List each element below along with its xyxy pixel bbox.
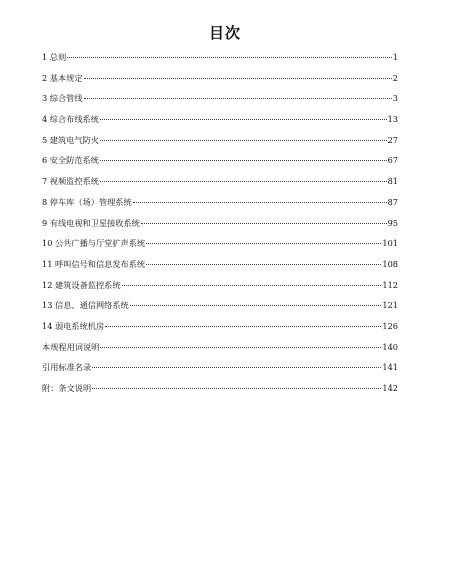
toc-dot-leader — [92, 367, 381, 368]
toc-dot-leader — [105, 326, 381, 327]
toc-entry-label: 6 安全防范系统 — [42, 155, 99, 166]
toc-entry-label: 2 基本规定 — [42, 72, 83, 83]
toc-dot-leader — [92, 388, 381, 389]
toc-entry-label: 8 停车库（场）管理系统 — [42, 196, 132, 207]
toc-entry-page-number: 87 — [387, 196, 398, 207]
toc-dot-leader — [100, 160, 387, 161]
toc-entry-page-number: 95 — [387, 217, 398, 228]
toc-dot-leader — [146, 264, 381, 265]
toc-dot-leader — [84, 78, 392, 79]
toc-entry-page-number: 81 — [387, 176, 398, 187]
toc-entry-label: 4 综合布线系统 — [42, 114, 99, 125]
toc-entry[interactable] — [42, 382, 398, 403]
toc-dot-leader — [122, 285, 382, 286]
toc-entry-page-number: 101 — [382, 238, 398, 249]
toc-entry-label: 13 信息、通信网络系统 — [42, 300, 129, 311]
toc-dot-leader — [146, 243, 381, 244]
toc-entry-page-number: 141 — [382, 362, 398, 373]
toc-dot-leader — [100, 140, 387, 141]
toc-entry-label: 5 建筑电气防火 — [42, 134, 99, 145]
toc-entry-label: 1 总则 — [42, 52, 67, 62]
toc-entry[interactable] — [42, 134, 398, 155]
toc-entry-page-number: 108 — [382, 258, 398, 269]
toc-entry-page-number: 140 — [382, 341, 398, 352]
toc-entry[interactable] — [42, 196, 398, 217]
toc-dot-leader — [100, 181, 387, 182]
toc-entry-label: 9 有线电视和卫星接收系统 — [42, 217, 140, 228]
toc-entry[interactable] — [42, 217, 398, 238]
toc-entry-label: 引用标准名录 — [42, 362, 92, 373]
toc-entry[interactable] — [42, 279, 398, 300]
toc-entry[interactable] — [42, 51, 398, 72]
toc-entry-page-number: 1 — [392, 52, 398, 62]
toc-dot-leader — [67, 57, 392, 58]
toc-dot-leader — [133, 202, 387, 203]
toc-dot-leader — [84, 98, 392, 99]
toc-entry[interactable] — [42, 258, 398, 279]
table-of-contents — [42, 51, 398, 403]
toc-dot-leader — [100, 347, 381, 348]
toc-entry-label: 11 呼叫信号和信息发布系统 — [42, 258, 146, 269]
toc-entry-label: 附：条文说明 — [42, 383, 92, 393]
toc-entry-label: 3 综合管线 — [42, 93, 83, 104]
toc-entry-label: 12 建筑设备监控系统 — [42, 279, 121, 290]
toc-entry[interactable] — [42, 175, 398, 196]
toc-entry[interactable] — [42, 154, 398, 175]
toc-dot-leader — [141, 223, 387, 224]
toc-entry-page-number: 27 — [387, 134, 398, 145]
toc-entry-label: 本规程用词说明 — [42, 341, 100, 352]
toc-entry[interactable] — [42, 92, 398, 113]
toc-entry[interactable] — [42, 341, 398, 362]
toc-entry[interactable] — [42, 237, 398, 258]
toc-entry[interactable] — [42, 320, 398, 341]
toc-entry[interactable] — [42, 72, 398, 93]
toc-entry-page-number: 3 — [392, 93, 398, 104]
toc-entry[interactable] — [42, 113, 398, 134]
toc-title: 目次 — [208, 24, 241, 42]
toc-entry-label: 14 弱电系统机房 — [42, 320, 105, 331]
toc-dot-leader — [100, 119, 387, 120]
toc-entry-label: 7 视频监控系统 — [42, 176, 99, 187]
toc-entry[interactable] — [42, 361, 398, 382]
toc-entry-label: 10 公共广播与厅堂扩声系统 — [42, 238, 146, 249]
toc-entry-page-number: 2 — [392, 72, 398, 83]
toc-entry[interactable] — [42, 299, 398, 320]
toc-entry-page-number: 67 — [387, 155, 398, 166]
toc-entry-page-number: 142 — [382, 383, 398, 393]
toc-entry-page-number: 13 — [387, 114, 398, 125]
toc-entry-page-number: 126 — [382, 320, 398, 331]
toc-entry-page-number: 121 — [382, 300, 398, 311]
toc-entry-page-number: 112 — [382, 279, 398, 290]
toc-dot-leader — [130, 305, 382, 306]
